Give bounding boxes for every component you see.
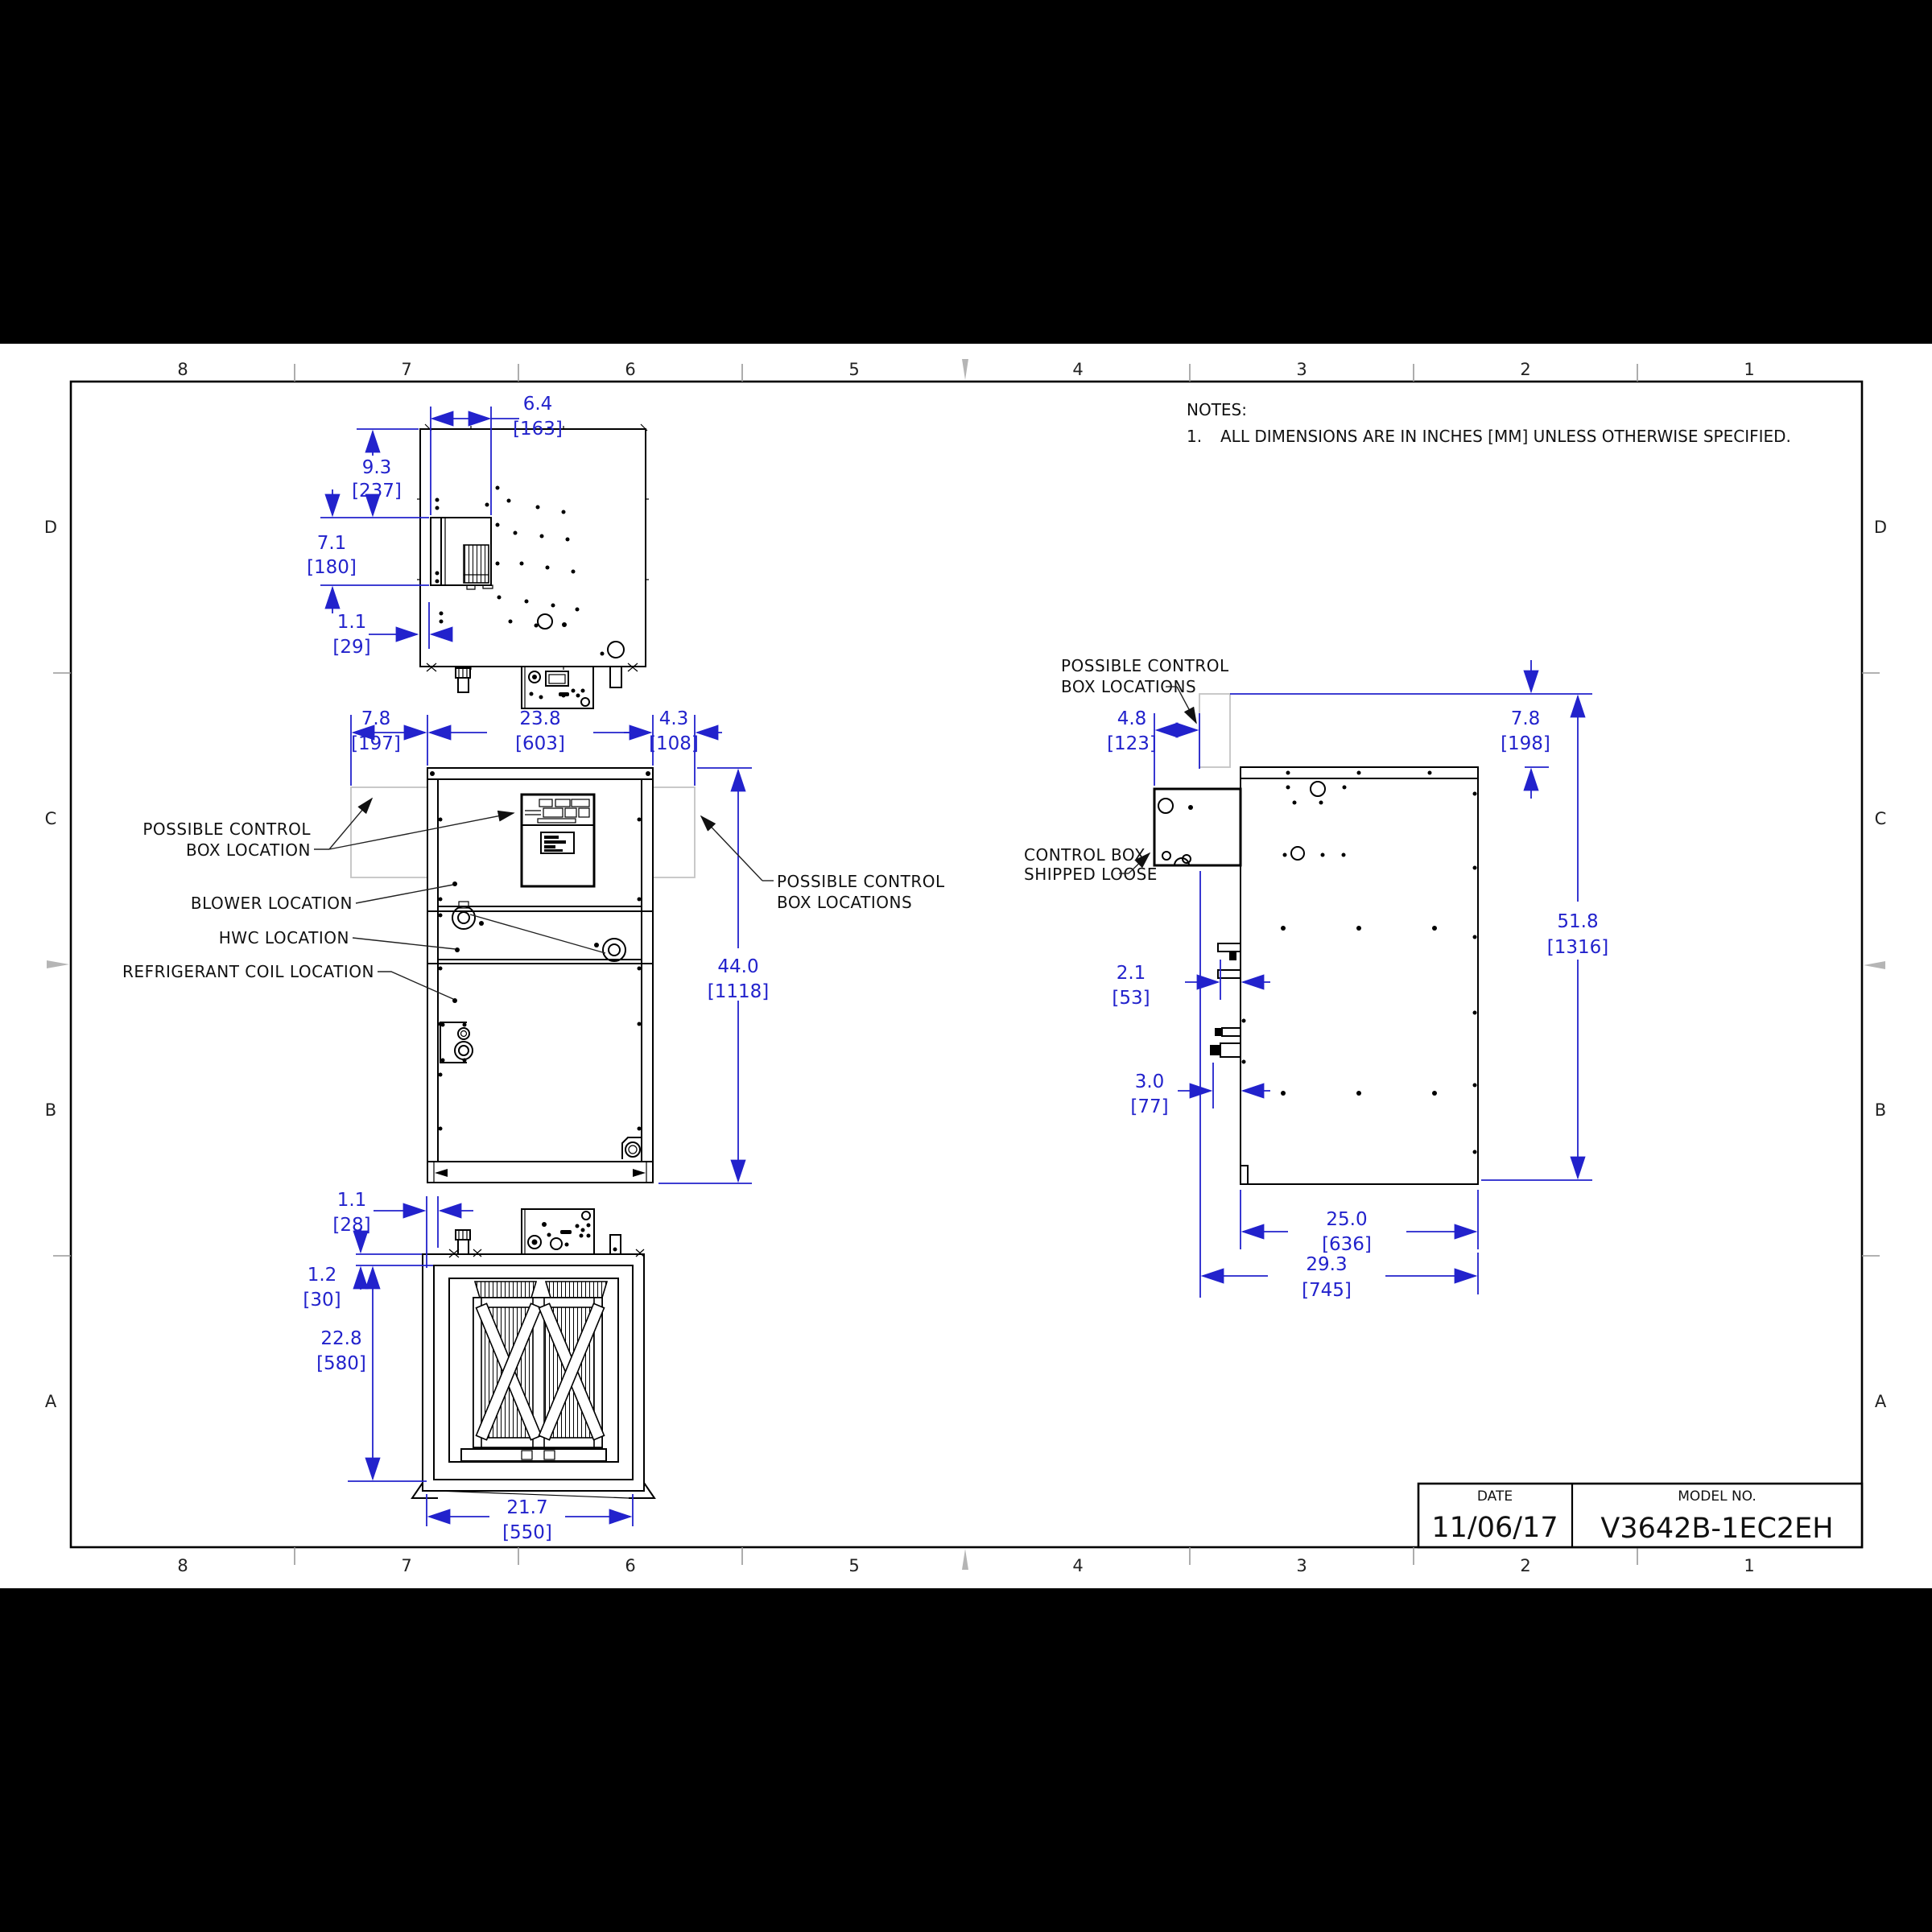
notes-item-text: ALL DIMENSIONS ARE IN INCHES [MM] UNLESS OTHERWISE SPECIFIED. — [1220, 427, 1791, 446]
dim-front-width-mm: [603] — [515, 733, 565, 754]
dim-front-height-in: 44.0 — [717, 956, 759, 977]
notes-item-number: 1. — [1187, 427, 1203, 446]
dim-bottom-depth-in: 22.8 — [320, 1328, 362, 1349]
dim-top-box-height-mm: [180] — [307, 557, 357, 578]
zone-col-bot-6: 6 — [625, 1556, 636, 1575]
dim-top-box-width-in: 6.4 — [522, 394, 553, 415]
dim-side-box-depth-in: 4.8 — [1117, 708, 1147, 729]
zone-row-left-C: C — [44, 809, 57, 828]
dim-front-width-in: 23.8 — [519, 708, 561, 729]
zone-row-right-C: C — [1874, 809, 1887, 828]
label-blower-location: BLOWER LOCATION — [190, 894, 353, 913]
label-possible-control-box-locations-side-line1: POSSIBLE CONTROL — [1061, 656, 1229, 675]
zone-col-top-8: 8 — [177, 360, 188, 379]
date-value: 11/06/17 — [1431, 1512, 1558, 1544]
label-possible-control-box-location-line2: BOX LOCATION — [186, 840, 311, 860]
label-hwc-location: HWC LOCATION — [218, 928, 349, 947]
dim-bottom-inset-in: 1.1 — [336, 1190, 367, 1211]
zone-col-bot-2: 2 — [1520, 1556, 1531, 1575]
dim-side-total-height-in: 51.8 — [1557, 911, 1599, 932]
dim-top-left-offset-mm: [29] — [332, 637, 371, 658]
dim-side-box-depth-mm: [123] — [1107, 733, 1157, 754]
dim-front-left-in: 7.8 — [361, 708, 391, 729]
dim-side-box-height-in: 7.8 — [1510, 708, 1541, 729]
label-possible-control-box-locations-side-line2: BOX LOCATIONS — [1061, 677, 1197, 696]
dim-side-depth-mm: [636] — [1322, 1234, 1372, 1255]
dim-side-stub-upper-mm: [53] — [1112, 988, 1150, 1009]
vent-slot-left — [475, 1282, 536, 1298]
zone-row-left-D: D — [43, 518, 58, 537]
label-possible-control-box-locations-front-line1: POSSIBLE CONTROL — [777, 872, 945, 891]
grille-hatch — [464, 545, 489, 583]
label-refrigerant-coil-location: REFRIGERANT COIL LOCATION — [122, 962, 374, 981]
dim-side-depth-in: 25.0 — [1326, 1209, 1368, 1230]
dim-top-offset-in: 9.3 — [361, 457, 392, 478]
dim-top-box-width-mm: [163] — [513, 419, 563, 440]
dim-side-stub-lower-in: 3.0 — [1134, 1071, 1165, 1092]
dim-side-overall-depth-mm: [745] — [1302, 1280, 1352, 1301]
model-no-label: MODEL NO. — [1678, 1488, 1757, 1505]
label-control-box-shipped-loose-line1: CONTROL BOX — [1024, 845, 1146, 865]
dim-front-height-mm: [1118] — [707, 981, 770, 1002]
zone-col-top-7: 7 — [401, 360, 412, 379]
dim-front-right-in: 4.3 — [658, 708, 689, 729]
notes-heading: NOTES: — [1187, 400, 1247, 419]
zone-col-top-6: 6 — [625, 360, 636, 379]
title-block — [1418, 1484, 1862, 1547]
label-possible-control-box-location-line1: POSSIBLE CONTROL — [142, 819, 311, 839]
label-possible-control-box-locations-front-line2: BOX LOCATIONS — [777, 893, 913, 912]
zone-row-left-B: B — [44, 1100, 57, 1120]
dim-side-stub-lower-mm: [77] — [1130, 1096, 1169, 1117]
dim-bottom-flange-mm: [30] — [303, 1290, 341, 1311]
model-no-value: V3642B-1EC2EH — [1600, 1513, 1834, 1545]
dim-top-left-offset-in: 1.1 — [336, 612, 367, 633]
dim-bottom-width-mm: [550] — [502, 1522, 552, 1543]
label-control-box-shipped-loose-line2: SHIPPED LOOSE — [1024, 865, 1158, 884]
zone-col-top-4: 4 — [1072, 360, 1084, 379]
dim-front-left-mm: [197] — [351, 733, 401, 754]
dim-bottom-width-in: 21.7 — [506, 1497, 548, 1518]
zone-col-top-1: 1 — [1744, 360, 1755, 379]
dim-side-box-height-mm: [198] — [1501, 733, 1550, 754]
dim-top-offset-mm: [237] — [352, 481, 402, 502]
dim-front-right-mm: [108] — [649, 733, 699, 754]
zone-row-right-B: B — [1874, 1100, 1887, 1120]
zone-row-left-A: A — [44, 1392, 57, 1411]
zone-col-bot-3: 3 — [1296, 1556, 1307, 1575]
zone-col-bot-8: 8 — [177, 1556, 188, 1575]
date-label: DATE — [1476, 1488, 1513, 1505]
dim-bottom-inset-mm: [28] — [332, 1215, 371, 1236]
zone-col-bot-1: 1 — [1744, 1556, 1755, 1575]
vent-slot-right — [546, 1282, 607, 1298]
zone-col-top-5: 5 — [848, 360, 860, 379]
dim-side-overall-depth-in: 29.3 — [1306, 1254, 1348, 1275]
zone-row-right-A: A — [1874, 1392, 1887, 1411]
zone-col-bot-4: 4 — [1072, 1556, 1084, 1575]
air-filter — [461, 1298, 606, 1461]
zone-col-top-2: 2 — [1520, 360, 1531, 379]
zone-col-top-3: 3 — [1296, 360, 1307, 379]
dim-top-box-height-in: 7.1 — [316, 533, 347, 554]
zone-col-bot-7: 7 — [401, 1556, 412, 1575]
dim-side-stub-upper-in: 2.1 — [1116, 963, 1146, 984]
dim-side-total-height-mm: [1316] — [1546, 937, 1609, 958]
dim-bottom-flange-in: 1.2 — [307, 1265, 337, 1286]
zone-col-bot-5: 5 — [848, 1556, 860, 1575]
dim-bottom-depth-mm: [580] — [316, 1353, 366, 1374]
zone-row-right-D: D — [1873, 518, 1888, 537]
